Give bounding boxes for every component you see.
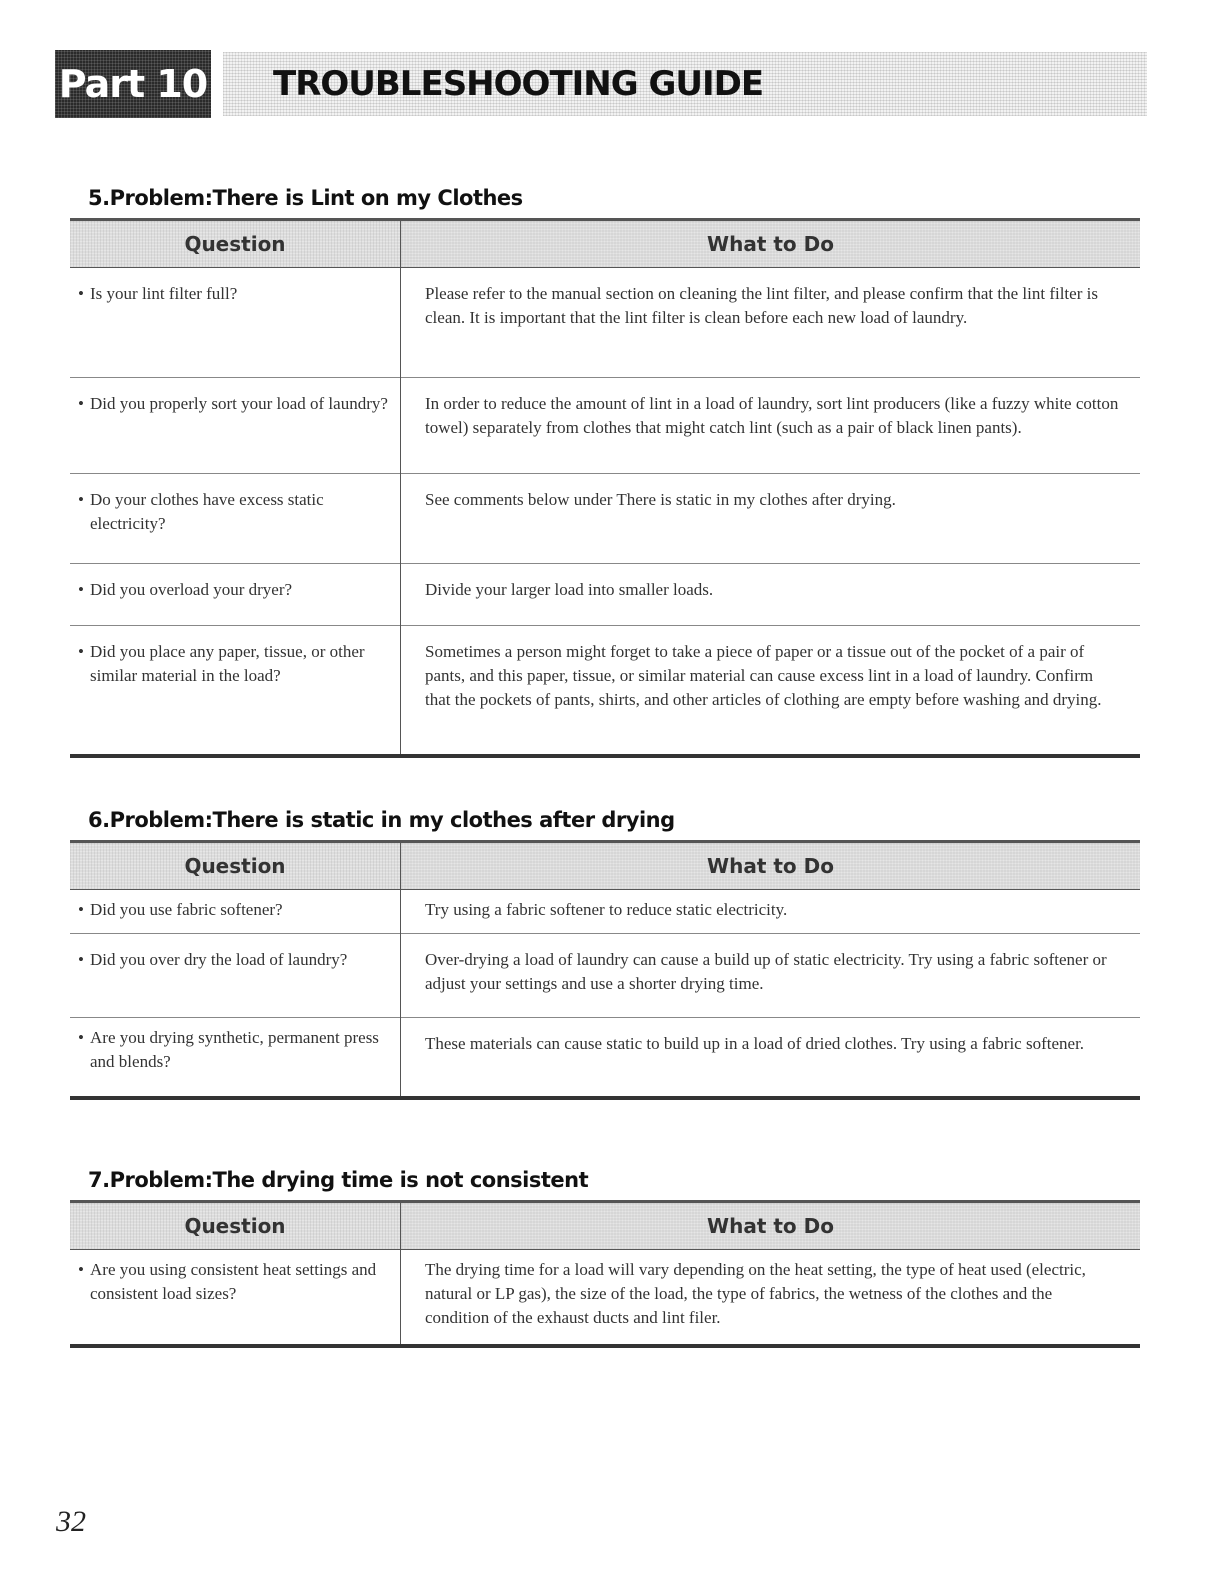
column-header-question: Question	[70, 1202, 401, 1250]
table-row	[70, 626, 1140, 756]
page-header	[55, 50, 1147, 118]
bullet-icon: •	[78, 580, 84, 599]
table-row	[70, 890, 1140, 934]
question-text: Did you place any paper, tissue, or other similar material in the load?	[90, 642, 365, 685]
section-title: 5.Problem:There is Lint on my Clothes	[88, 186, 523, 210]
table-row	[70, 1018, 1140, 1098]
column-header-question: Question	[70, 842, 401, 890]
answer-text: Try using a fabric softener to reduce static electricity.	[425, 900, 788, 919]
page-title: TROUBLESHOOTING GUIDE	[273, 64, 764, 104]
section-static	[70, 808, 1140, 1100]
question-text: Did you overload your dryer?	[90, 580, 293, 599]
table-row	[70, 1250, 1140, 1347]
troubleshooting-table	[70, 218, 1140, 758]
table-row	[70, 378, 1140, 474]
column-header-what-to-do: What to Do	[401, 220, 1141, 268]
section-lint	[70, 186, 1140, 758]
section-title: 7.Problem:The drying time is not consistent	[88, 1168, 589, 1192]
troubleshooting-table	[70, 1200, 1140, 1348]
bullet-icon: •	[78, 1260, 84, 1279]
table-row	[70, 564, 1140, 626]
section-drying-time	[70, 1168, 1140, 1348]
bullet-icon: •	[78, 394, 84, 413]
title-bar	[223, 52, 1147, 116]
question-text: Is your lint filter full?	[90, 284, 238, 303]
bullet-icon: •	[78, 1028, 84, 1047]
bullet-icon: •	[78, 284, 84, 303]
question-text: Did you use fabric softener?	[90, 900, 283, 919]
table-row	[70, 934, 1140, 1018]
section-title: 6.Problem:There is static in my clothes after drying	[88, 808, 675, 832]
answer-text: Over-drying a load of laundry can cause a build up of static electricity. Try using a fabric softener or adjust your settings and use a shorter drying time.	[425, 950, 1107, 993]
column-header-what-to-do: What to Do	[401, 1202, 1141, 1250]
column-header-what-to-do: What to Do	[401, 842, 1141, 890]
table-row	[70, 474, 1140, 564]
bullet-icon: •	[78, 900, 84, 919]
troubleshooting-table	[70, 840, 1140, 1100]
answer-text: Sometimes a person might forget to take a piece of paper or a tissue out of the pocket of a pair of pants, and this paper, tissue, or similar material can cause excess lint in a load of laundry. Confirm that the pockets of pants, shirts, and other articles of clothing are empty before washing and drying.	[425, 642, 1102, 709]
question-text: Did you over dry the load of laundry?	[90, 950, 348, 969]
answer-text: In order to reduce the amount of lint in a load of laundry, sort lint producers (like a fuzzy white cotton towel) separately from clothes that might catch lint (such as a pair of black linen pants).	[425, 394, 1119, 437]
answer-text: These materials can cause static to build up in a load of dried clothes. Try using a fabric softener.	[425, 1034, 1085, 1053]
answer-text: The drying time for a load will vary depending on the heat setting, the type of heat used (electric, natural or LP gas), the size of the load, the type of fabrics, the wetness of the clothes and the condition of the exhaust ducts and lint filer.	[425, 1260, 1086, 1327]
column-header-question: Question	[70, 220, 401, 268]
answer-text: Divide your larger load into smaller loads.	[425, 580, 714, 599]
bullet-icon: •	[78, 490, 84, 509]
answer-text: See comments below under There is static in my clothes after drying.	[425, 490, 896, 509]
bullet-icon: •	[78, 642, 84, 661]
bullet-icon: •	[78, 950, 84, 969]
question-text: Are you using consistent heat settings and consistent load sizes?	[90, 1260, 377, 1303]
part-badge: Part 10	[55, 50, 211, 118]
table-row	[70, 268, 1140, 378]
question-text: Did you properly sort your load of laundry?	[90, 394, 388, 413]
question-text: Are you drying synthetic, permanent press and blends?	[90, 1028, 379, 1071]
question-text: Do your clothes have excess static electricity?	[90, 490, 324, 533]
page-number: 32	[56, 1505, 86, 1538]
answer-text: Please refer to the manual section on cleaning the lint filter, and please confirm that the lint filter is clean. It is important that the lint filter is clean before each new load of laundry.	[425, 284, 1098, 327]
